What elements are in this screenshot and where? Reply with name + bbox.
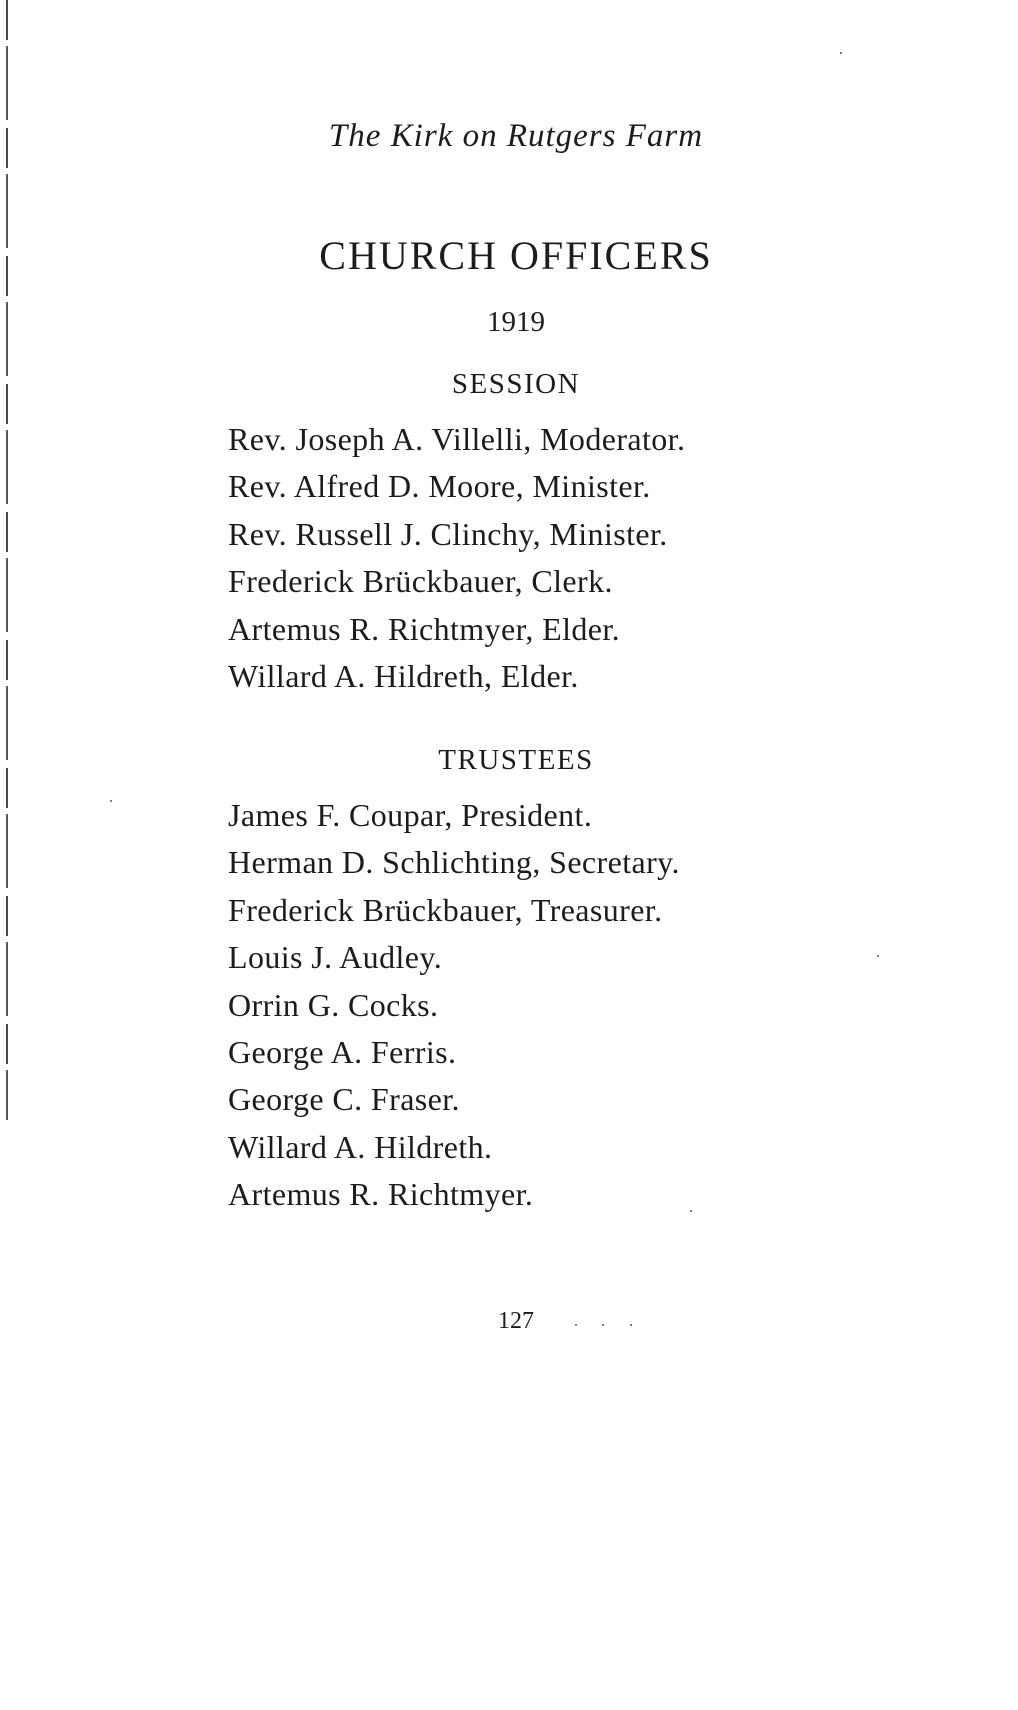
session-member: Frederick Brückbauer, Clerk. bbox=[228, 563, 613, 600]
trustee-member: Willard A. Hildreth. bbox=[228, 1128, 493, 1165]
scan-speck bbox=[110, 800, 112, 802]
trustee-member: George C. Fraser. bbox=[228, 1081, 460, 1118]
session-member: Rev. Joseph A. Villelli, Moderator. bbox=[228, 421, 686, 457]
session-list bbox=[228, 416, 685, 700]
trustee-member: Artemus R. Richtmyer. bbox=[228, 1176, 534, 1213]
page-title: CHURCH OFFICERS bbox=[319, 233, 713, 278]
session-member: Rev. Alfred D. Moore, Minister. bbox=[228, 468, 651, 505]
session-heading: SESSION bbox=[451, 368, 581, 400]
scan-speck bbox=[602, 1324, 604, 1326]
trustee-member: James F. Coupar, President. bbox=[228, 797, 593, 833]
scan-speck bbox=[630, 1324, 632, 1326]
scan-speck bbox=[877, 955, 879, 957]
scan-edge-line bbox=[6, 0, 8, 1120]
trustee-member: Frederick Brückbauer, Treasurer. bbox=[228, 891, 663, 928]
scan-speck bbox=[690, 1210, 692, 1212]
scan-speck bbox=[575, 1324, 577, 1326]
scan-speck bbox=[840, 52, 842, 54]
trustee-member: Louis J. Audley. bbox=[228, 939, 443, 976]
session-member: Artemus R. Richtmyer, Elder. bbox=[228, 610, 621, 647]
trustee-member: George A. Ferris. bbox=[228, 1033, 457, 1070]
running-head: The Kirk on Rutgers Farm bbox=[328, 118, 704, 154]
trustees-heading: TRUSTEES bbox=[438, 744, 594, 776]
session-member: Rev. Russell J. Clinchy, Minister. bbox=[228, 515, 668, 552]
page-number: 127 bbox=[498, 1308, 534, 1334]
session-member: Willard A. Hildreth, Elder. bbox=[228, 657, 579, 694]
trustees-list bbox=[228, 792, 680, 1219]
year-heading: 1919 bbox=[487, 306, 545, 338]
trustee-member: Herman D. Schlichting, Secretary. bbox=[228, 844, 680, 881]
trustee-member: Orrin G. Cocks. bbox=[228, 986, 439, 1023]
